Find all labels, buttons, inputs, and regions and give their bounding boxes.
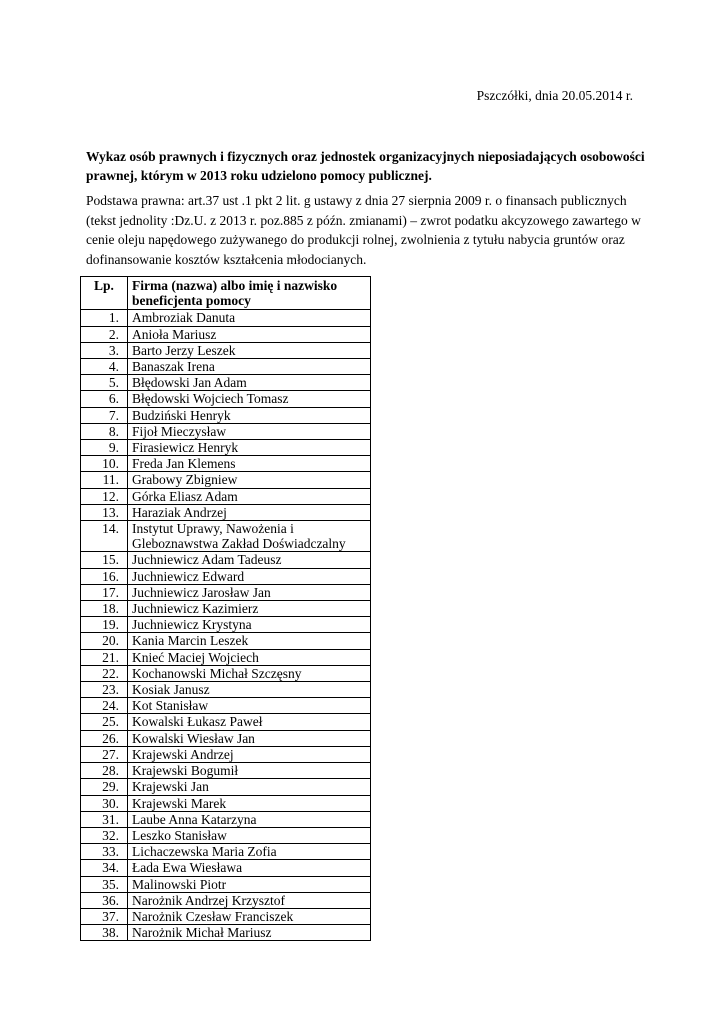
row-number: 15. [81,552,128,568]
row-number: 25. [81,714,128,730]
table-row [81,682,371,698]
table-row [81,714,371,730]
table-row [81,568,371,584]
table-row [81,860,371,876]
table-row [81,440,371,456]
row-number: 11. [81,472,128,488]
table-row [81,391,371,407]
beneficiary-name: Błędowski Jan Adam [128,375,371,391]
document-title: Wykaz osób prawnych i fizycznych oraz jednostek organizacyjnych nieposiadających osobowości prawnej, którym w 2013 roku udzielono pomocy publicznej. [86,149,645,183]
table-row [81,649,371,665]
beneficiary-name: Narożnik Czesław Franciszek [128,908,371,924]
beneficiary-name: Górka Eliasz Adam [128,488,371,504]
row-number: 37. [81,908,128,924]
beneficiary-name: Knieć Maciej Wojciech [128,649,371,665]
table-row [81,504,371,520]
row-number: 8. [81,423,128,439]
row-number: 1. [81,310,128,326]
table-row [81,844,371,860]
table-header-row [81,277,371,310]
row-number: 12. [81,488,128,504]
table-row [81,584,371,600]
beneficiary-name: Laube Anna Katarzyna [128,811,371,827]
row-number: 32. [81,827,128,843]
beneficiary-name: Malinowski Piotr [128,876,371,892]
table-row [81,488,371,504]
beneficiary-name: Anioła Mariusz [128,326,371,342]
table-row [81,633,371,649]
beneficiary-name: Juchniewicz Adam Tadeusz [128,552,371,568]
beneficiary-name: Leszko Stanisław [128,827,371,843]
table-row [81,665,371,681]
table-row [81,326,371,342]
row-number: 19. [81,617,128,633]
beneficiary-name: Kania Marcin Leszek [128,633,371,649]
row-number: 6. [81,391,128,407]
table-row [81,763,371,779]
table-row [81,908,371,924]
row-number: 29. [81,779,128,795]
column-header-name: Firma (nazwa) albo imię i nazwisko beneficjenta pomocy [128,277,371,310]
beneficiary-name: Łada Ewa Wiesława [128,860,371,876]
table-row [81,779,371,795]
table-row [81,698,371,714]
row-number: 22. [81,665,128,681]
beneficiary-name: Juchniewicz Krystyna [128,617,371,633]
document-date: Pszczółki, dnia 20.05.2014 r. [476,88,633,103]
row-number: 24. [81,698,128,714]
table-row [81,892,371,908]
beneficiary-name: Banaszak Irena [128,359,371,375]
beneficiary-name: Kot Stanisław [128,698,371,714]
beneficiary-name: Krajewski Jan [128,779,371,795]
table-row [81,827,371,843]
table-row [81,310,371,326]
beneficiary-name: Juchniewicz Kazimierz [128,601,371,617]
row-number: 16. [81,568,128,584]
row-number: 36. [81,892,128,908]
beneficiary-name: Krajewski Marek [128,795,371,811]
table-row [81,407,371,423]
row-number: 13. [81,504,128,520]
row-number: 23. [81,682,128,698]
beneficiary-name: Krajewski Andrzej [128,746,371,762]
beneficiary-name: Haraziak Andrzej [128,504,371,520]
beneficiary-name: Barto Jerzy Leszek [128,342,371,358]
row-number: 21. [81,649,128,665]
beneficiary-name: Instytut Uprawy, Nawożenia i Gleboznawstwa Zakład Doświadczalny [128,521,371,552]
beneficiary-name: Fijoł Mieczysław [128,423,371,439]
table-row [81,552,371,568]
beneficiary-name: Kochanowski Michał Szczęsny [128,665,371,681]
beneficiary-name: Kowalski Łukasz Paweł [128,714,371,730]
row-number: 30. [81,795,128,811]
row-number: 4. [81,359,128,375]
beneficiary-name: Grabowy Zbigniew [128,472,371,488]
column-header-lp: Lp. [81,277,128,310]
legal-basis-paragraph: Podstawa prawna: art.37 ust .1 pkt 2 lit. g ustawy z dnia 27 sierpnia 2009 r. o finansach publicznych (tekst jednolity :Dz.U. z 2013 r. poz.885 z późn. zmianami) – zwrot podatku akcyzowego zawartego w cenie oleju napędowego zużywanego do produkcji rolnej, zwolnienia z tytułu nabycia gruntów oraz dofinansowanie kosztów kształcenia młodocianych. [86,193,641,267]
row-number: 7. [81,407,128,423]
beneficiary-name: Firasiewicz Henryk [128,440,371,456]
row-number: 2. [81,326,128,342]
table-row [81,617,371,633]
table-row [81,359,371,375]
beneficiary-name: Błędowski Wojciech Tomasz [128,391,371,407]
beneficiary-name: Narożnik Michał Mariusz [128,925,371,941]
row-number: 26. [81,730,128,746]
row-number: 9. [81,440,128,456]
row-number: 28. [81,763,128,779]
beneficiary-table [80,276,371,941]
table-row [81,876,371,892]
beneficiary-name: Juchniewicz Edward [128,568,371,584]
row-number: 31. [81,811,128,827]
table-row [81,746,371,762]
beneficiary-name: Kosiak Janusz [128,682,371,698]
row-number: 34. [81,860,128,876]
beneficiary-name: Krajewski Bogumił [128,763,371,779]
table-row [81,811,371,827]
table-row [81,456,371,472]
table-row [81,601,371,617]
beneficiary-name: Budziński Henryk [128,407,371,423]
beneficiary-name: Juchniewicz Jarosław Jan [128,584,371,600]
row-number: 10. [81,456,128,472]
row-number: 3. [81,342,128,358]
row-number: 17. [81,584,128,600]
row-number: 5. [81,375,128,391]
table-row [81,730,371,746]
beneficiary-name: Ambroziak Danuta [128,310,371,326]
row-number: 20. [81,633,128,649]
row-number: 18. [81,601,128,617]
table-body [81,310,371,941]
row-number: 38. [81,925,128,941]
beneficiary-name: Narożnik Andrzej Krzysztof [128,892,371,908]
row-number: 35. [81,876,128,892]
beneficiary-name: Freda Jan Klemens [128,456,371,472]
table-row [81,521,371,552]
table-row [81,472,371,488]
row-number: 27. [81,746,128,762]
table-row [81,795,371,811]
table-row [81,375,371,391]
table-row [81,423,371,439]
beneficiary-name: Kowalski Wiesław Jan [128,730,371,746]
row-number: 14. [81,521,128,552]
row-number: 33. [81,844,128,860]
table-row [81,342,371,358]
table-row [81,925,371,941]
beneficiary-name: Lichaczewska Maria Zofia [128,844,371,860]
